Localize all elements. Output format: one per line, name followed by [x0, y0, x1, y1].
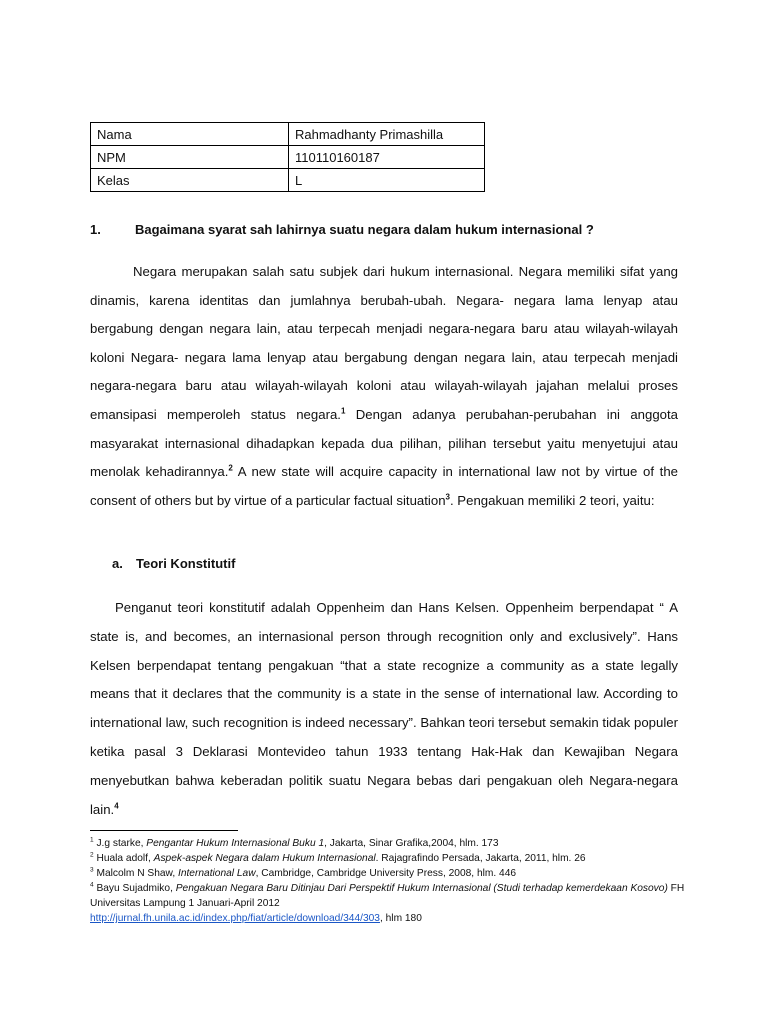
footnote-ref[interactable]: 3	[445, 492, 450, 502]
footnote-mark: 1	[90, 836, 94, 844]
paragraph-text: A new state will acquire capacity in international law not by virtue of the consent of others but by virtue of a particular factual situation	[90, 464, 678, 508]
footnote-text: Bayu Sujadmiko,	[93, 883, 176, 894]
footnote-text: , Cambridge, Cambridge University Press, 2008, hlm. 446	[255, 868, 517, 879]
footnote-text: Huala adolf,	[93, 853, 154, 864]
label-cell: Kelas	[91, 169, 289, 192]
subheading-text: Teori Konstitutif	[136, 556, 236, 571]
body-paragraph	[90, 258, 678, 515]
footnote	[90, 881, 690, 926]
footnote-link[interactable]: http://jurnal.fh.unila.ac.id/index.php/fiat/article/download/344/303	[90, 913, 380, 924]
footnote-text: Malcolm N Shaw,	[93, 868, 178, 879]
question-heading	[90, 222, 594, 237]
footnote	[90, 851, 690, 866]
footnote-mark: 3	[90, 866, 94, 874]
footnote-text: FH Universitas Lampung 1 Januari-April 2012	[90, 883, 685, 909]
value-cell: 110110160187	[289, 146, 485, 169]
footnote-ref[interactable]: 4	[114, 801, 119, 811]
table-row	[91, 146, 485, 169]
student-info-table	[90, 122, 485, 192]
footnote-title: Pengantar Hukum Internasional Buku 1	[146, 838, 325, 849]
footnote-mark: 2	[90, 851, 94, 859]
paragraph-text: Penganut teori konstitutif adalah Oppenheim dan Hans Kelsen. Oppenheim berpendapat “ A state is, and becomes, an internasional person through recognition only and exclusively”. Hans Kelsen berpendapat tentang pengakuan “that a state recognize a community as a state legally means that it declares that the community is a state in the sense of international law. According to international law, such recognition is indeed necessary”. Bahkan teori tersebut semakin tidak populer ketika pasal 3 Deklarasi Montevideo tahun 1933 tentang Hak-Hak dan Kewajiban Negara menyebutkan bahwa keberadan politik suatu Negara bebas dari pengakuan oleh Negara-negara lain.	[90, 600, 678, 817]
footnote-mark: 4	[90, 881, 94, 889]
label-cell: NPM	[91, 146, 289, 169]
question-text: Bagaimana syarat sah lahirnya suatu negara dalam hukum internasional ?	[135, 222, 594, 237]
subheading	[112, 556, 235, 571]
body-paragraph	[90, 594, 678, 824]
question-number: 1.	[90, 222, 101, 237]
footnote-ref[interactable]: 2	[228, 463, 233, 473]
paragraph-text: Dengan adanya perubahan-perubahan ini anggota masyarakat internasional dihadapkan kepada dua pilihan, pilihan tersebut yaitu menyetujui atau menolak kehadirannya.	[90, 406, 679, 480]
footnote-text: , hlm 180	[379, 913, 422, 924]
subheading-letter: a.	[112, 556, 123, 571]
footnote-text: . Rajagrafindo Persada, Jakarta, 2011, hlm. 26	[375, 853, 586, 864]
footnote-title: Aspek-aspek Negara dalam Hukum Internasional	[153, 853, 376, 864]
footnote-text: J.g starke,	[93, 838, 147, 849]
paragraph-text: Negara merupakan salah satu subjek dari hukum internasional. Negara memiliki sifat yang dinamis, karena identitas dan jumlahnya berubah-ubah. Negara- negara lama lenyap atau bergabung dengan negara lain, atau terpecah menjadi negara-negara baru atau wilayah-wilayah koloni Negara- negara lama lenyap atau bergabung dengan negara lain, atau terpecah menjadi negara-negara baru atau wilayah-wilayah koloni atau wilayah-wilayah jajahan melalui proses emansipasi memperoleh status negara.	[90, 264, 678, 422]
footnote	[90, 866, 690, 881]
table-row	[91, 123, 485, 146]
footnote	[90, 836, 690, 851]
value-cell: Rahmadhanty Primashilla	[289, 123, 485, 146]
table-row	[91, 169, 485, 192]
footnote-text: , Jakarta, Sinar Grafika,2004, hlm. 173	[324, 838, 499, 849]
footnote-title: International Law	[177, 868, 256, 879]
footnote-title: Pengakuan Negara Baru Ditinjau Dari Perspektif Hukum Internasional (Studi terhadap kemerdekaan Kosovo)	[175, 883, 668, 894]
footnote-ref[interactable]: 1	[340, 406, 346, 416]
paragraph-text: . Pengakuan memiliki 2 teori, yaitu:	[449, 492, 655, 508]
label-cell: Nama	[91, 123, 289, 146]
value-cell: L	[289, 169, 485, 192]
footnote-separator	[90, 830, 238, 831]
